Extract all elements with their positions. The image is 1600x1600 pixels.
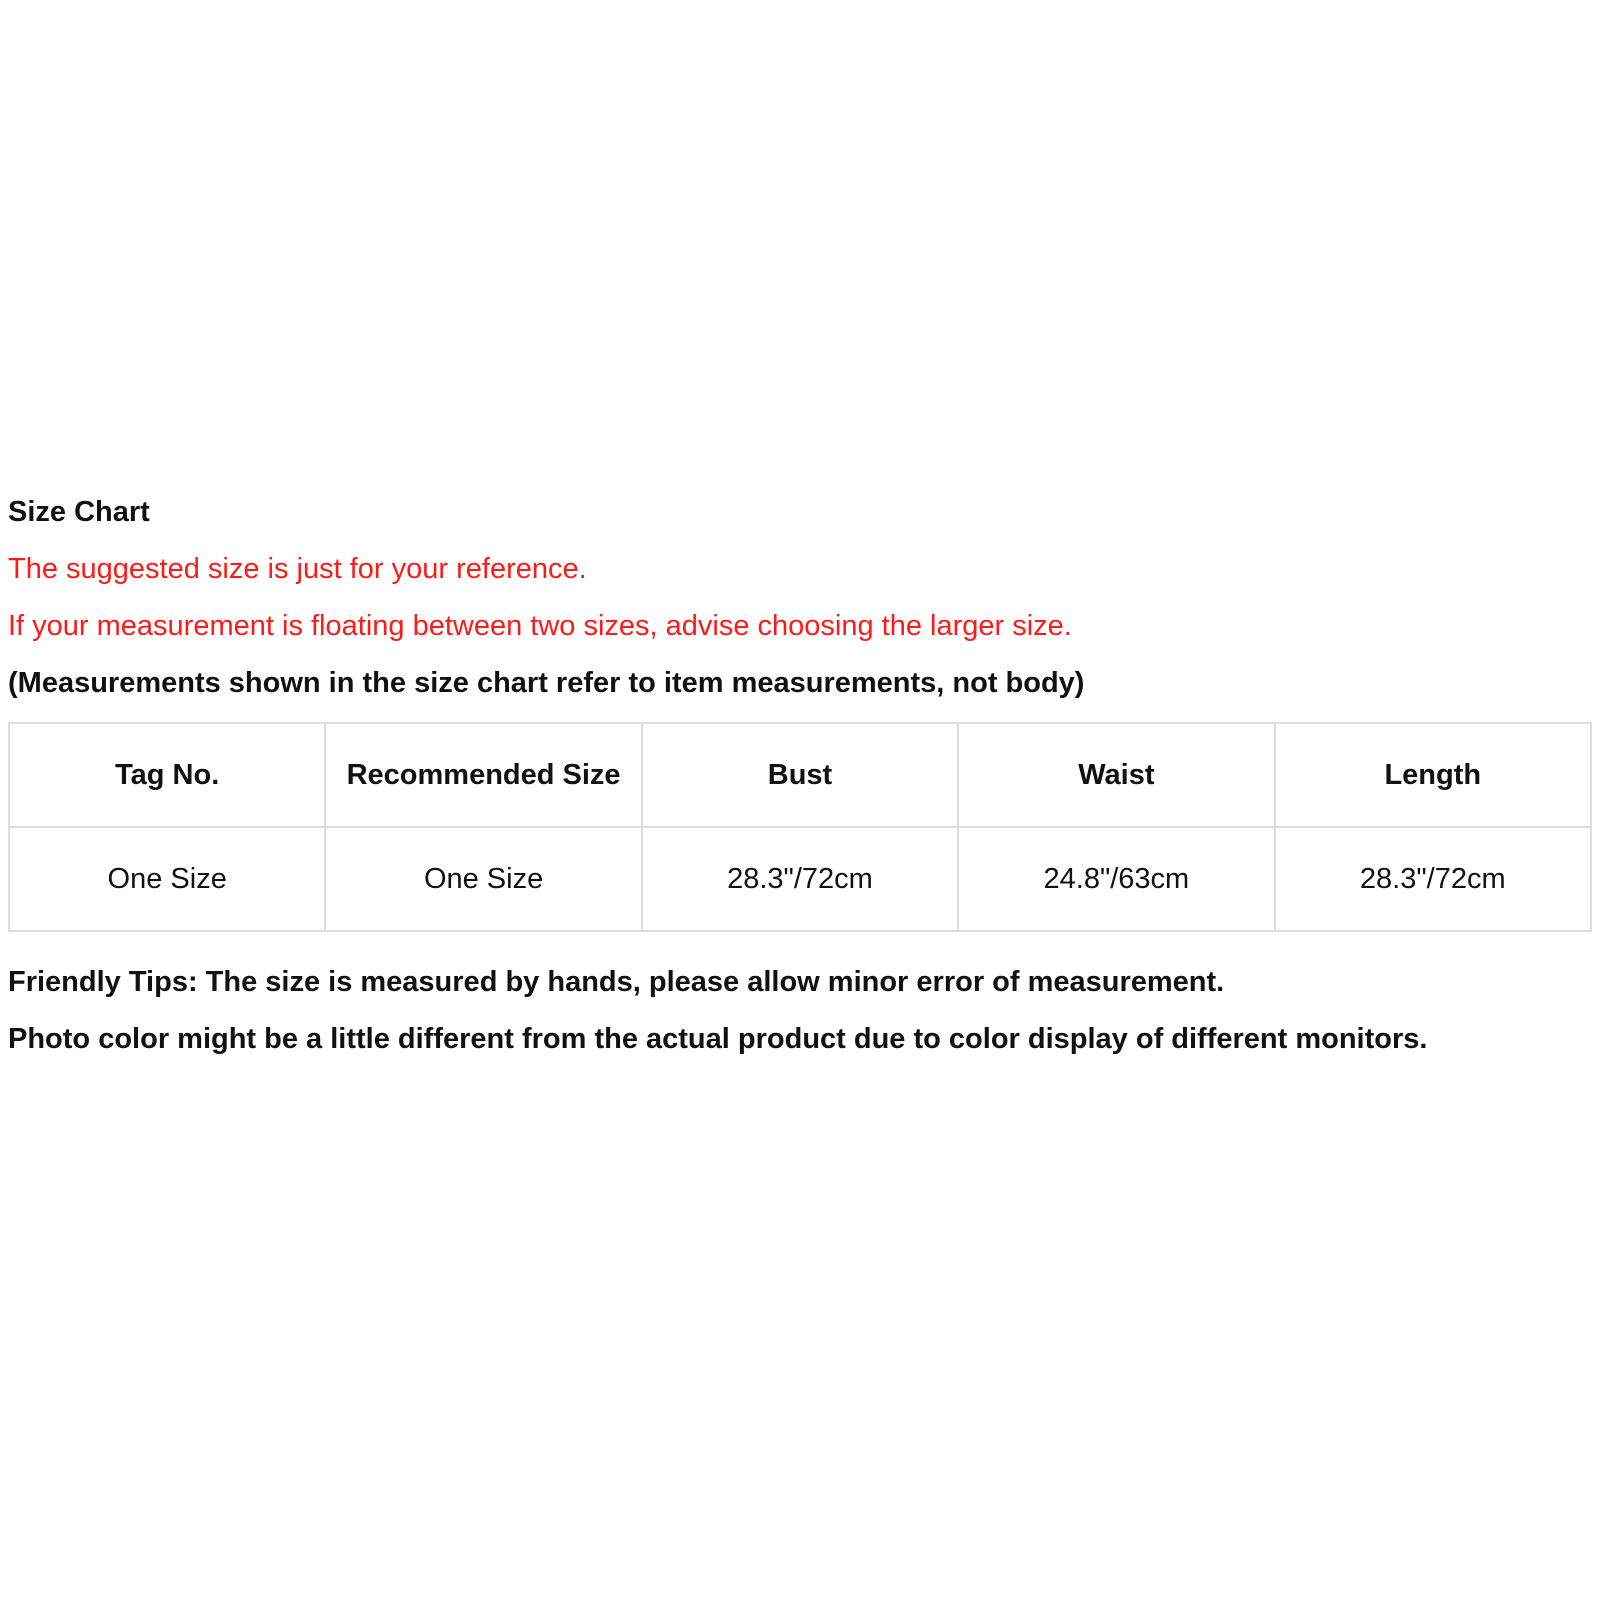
table-header-row [9,723,1591,827]
column-header-length: Length [1275,723,1591,827]
cell-bust: 28.3"/72cm [642,827,958,931]
cell-length: 28.3"/72cm [1275,827,1591,931]
size-chart-section [8,494,1592,1078]
column-header-waist: Waist [958,723,1274,827]
size-advice-note: If your measurement is floating between two sizes, advise choosing the larger size. [8,610,1072,642]
measurement-note: (Measurements shown in the size chart refer to item measurements, not body) [8,667,1085,699]
column-header-tag-no: Tag No. [9,723,325,827]
size-table [8,722,1592,932]
size-chart-title: Size Chart [8,496,150,528]
reference-note: The suggested size is just for your reference. [8,553,587,585]
table-row [9,827,1591,931]
photo-color-tip: Photo color might be a little different from the actual product due to color display of different monitors. [8,1023,1428,1055]
column-header-bust: Bust [642,723,958,827]
column-header-recommended-size: Recommended Size [325,723,641,827]
friendly-tip: Friendly Tips: The size is measured by hands, please allow minor error of measurement. [8,966,1225,998]
cell-tag-no: One Size [9,827,325,931]
cell-waist: 24.8"/63cm [958,827,1274,931]
cell-recommended-size: One Size [325,827,641,931]
